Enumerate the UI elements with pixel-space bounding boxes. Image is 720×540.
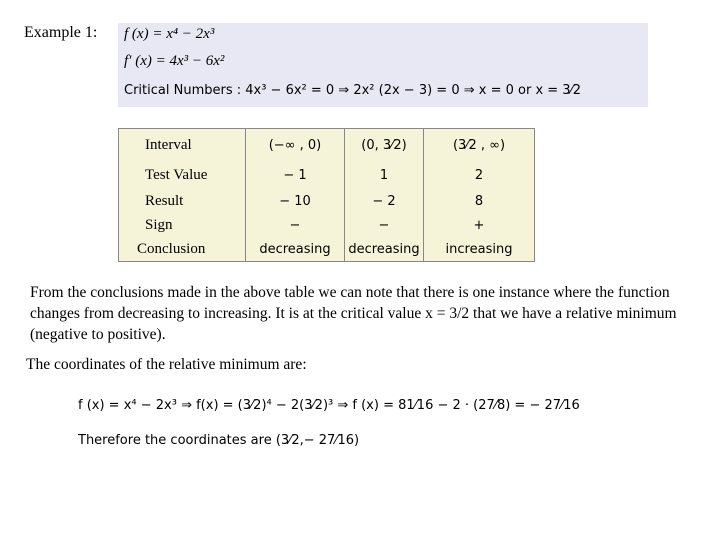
row-label-result: Result <box>119 189 246 213</box>
conclusion-cell: decreasing <box>345 237 424 261</box>
table-row <box>119 189 535 213</box>
table-row <box>119 163 535 189</box>
sign-cell: − <box>345 213 424 237</box>
test-value-cell: 2 <box>424 163 535 189</box>
example-label: Example 1: <box>24 24 98 41</box>
coordinates-conclusion: Therefore the coordinates are (3⁄2,− 27⁄16) <box>78 433 360 448</box>
derivative-equation: f′ (x) = 4x³ − 6x² <box>124 53 225 69</box>
row-label-conclusion: Conclusion <box>119 237 246 261</box>
explanation-paragraph: From the conclusions made in the above table we can note that there is one instance where the function changes from decreasing to increasing. It is at the critical value x = 3/2 that we have a relative minimum (negative to positive). <box>30 284 677 343</box>
sign-cell: + <box>424 213 535 237</box>
result-cell: 8 <box>424 189 535 213</box>
function-equation: f (x) = x⁴ − 2x³ <box>124 26 215 42</box>
table-row <box>119 129 535 163</box>
test-value-cell: − 1 <box>246 163 345 189</box>
equation-box <box>118 23 648 107</box>
interval-cell: (3⁄2 , ∞) <box>424 129 535 163</box>
conclusion-cell: decreasing <box>246 237 345 261</box>
sign-cell: − <box>246 213 345 237</box>
test-value-cell: 1 <box>345 163 424 189</box>
interval-cell: (−∞ , 0) <box>246 129 345 163</box>
result-cell: − 10 <box>246 189 345 213</box>
coordinates-intro: The coordinates of the relative minimum are: <box>26 356 307 373</box>
row-label-interval: Interval <box>119 129 246 163</box>
interval-cell: (0, 3⁄2) <box>345 129 424 163</box>
sign-chart-table <box>118 128 535 262</box>
row-label-test-value: Test Value <box>119 163 246 189</box>
table-row <box>119 237 535 261</box>
table-row <box>119 213 535 237</box>
minimum-calculation: f (x) = x⁴ − 2x³ ⇒ f(x) = (3⁄2)⁴ − 2(3⁄2)³ ⇒ f (x) = 81⁄16 − 2 · (27⁄8) = − 27⁄16 <box>78 398 580 413</box>
row-label-sign: Sign <box>119 213 246 237</box>
result-cell: − 2 <box>345 189 424 213</box>
conclusion-cell: increasing <box>424 237 535 261</box>
critical-numbers-equation: Critical Numbers : 4x³ − 6x² = 0 ⇒ 2x² (2x − 3) = 0 ⇒ x = 0 or x = 3⁄2 <box>124 83 582 98</box>
